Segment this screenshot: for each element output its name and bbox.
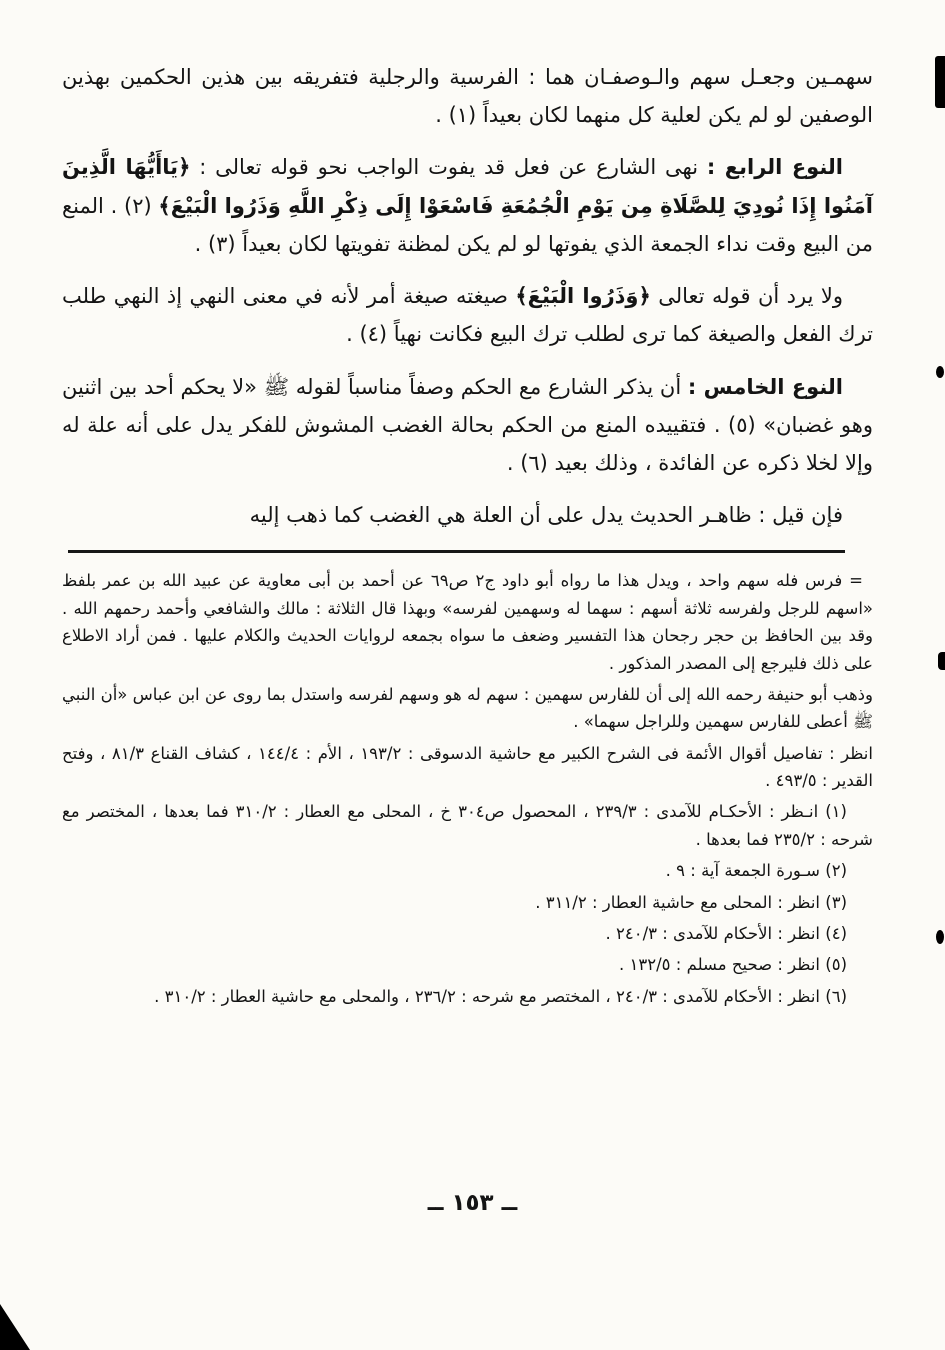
quran-verse: ﴿وَذَرُوا الْبَيْعَ﴾ [515, 284, 651, 309]
footnote-item: (٥) انظر : صحيح مسلم : ١٣٢/٥ . [619, 955, 847, 975]
footnote-separator [68, 550, 845, 553]
section-heading: النوع الخامس : [687, 374, 843, 399]
body-paragraph [62, 277, 873, 353]
footnote-item: (٦) انظر : الأحكام للآمدى : ٢٤٠/٣ ، المختصر مع شرحه : ٢٣٦/٢ ، والمحلى مع حاشية العطار : ٣١٠/٢ . [154, 986, 847, 1006]
scan-artifact-right-mark-2 [938, 652, 945, 670]
footnote-item: (١) انـظر : الأحكـام للآمدى : ٢٣٩/٣ ، المحصول ص٣٠٤ خ ، المحلى مع العطار : ٣١٠/٢ فما بعدها ، المختصر مع شرحه : ٢٣٥/٢ فما بعدها . [62, 802, 873, 849]
footnote-continuation: وذهب أبو حنيفة رحمه الله إلى أن للفارس سهمين : سهم له هو وسهم لفرسه واستدل بما روى عن ابن عباس «أن النبي ﷺ أعطى للفارس سهمين وللراجل سهما» . [62, 684, 873, 732]
footnote-item: (٣) انظر : المحلى مع حاشية العطار : ٣١١/٢ . [535, 892, 847, 912]
paragraph-text: صيغته صيغة أمر لأنه في معنى النهي إذ النهي طلب ترك الفعل والصيغة كما ترى لطلب ترك البيع فكانت نهياً (٤) . [62, 284, 873, 347]
body-paragraph: فإن قيل : ظاهـر الحديث يدل على أن العلة هي الغضب كما ذهب إليه [249, 503, 843, 528]
page-number: ــ ١٥٣ ــ [427, 1190, 518, 1216]
quran-verse: ﴿يَاأَيُّهَا الَّذِينَ آمَنُوا إِذَا نُودِيَ لِلصَّلَاةِ مِن يَوْمِ الْجُمُعَةِ فَاسْعَوْا إِلَى ذِكْرِ اللَّهِ وَذَرُوا الْبَيْعَ﴾ [62, 155, 873, 218]
main-text-block [62, 58, 873, 534]
body-paragraph: سهمـين وجعـل سهم والـوصفـان هما : الفرسية والرجلية فتفريقه بين هذين الحكمين بهذين الوصفين لو لم يكن لعلية كل منهما لكان بعيداً (١) . [62, 65, 873, 128]
paragraph-text: أن يذكر الشارع مع الحكم وصفاً مناسباً لقوله ﷺ «لا يحكم أحد بين اثنين وهو غضبان» (٥) . فتقييده المنع من الحكم بحالة الغضب المشوش للفكر يدل على أنه علة له وإلا لخلا ذكره عن الفائدة ، وذلك بعيد (٦) . [62, 374, 873, 475]
footnote-item: (٤) انظر : الأحكام للآمدى : ٢٤٠/٣ . [605, 923, 847, 943]
paragraph-text: ولا يرد أن قوله تعالى [658, 284, 843, 309]
page-content [62, 58, 873, 1014]
scan-artifact-right-mark-3 [936, 930, 944, 944]
scan-artifact-top-right-bar [935, 56, 945, 108]
section-heading: النوع الرابع : [706, 155, 844, 180]
footnote-continuation: انظر : تفاصيل أقوال الأئمة فى الشرح الكبير مع حاشية الدسوقى : ١٩٣/٢ ، الأم : ١٤٤/٤ ، كشاف القناع ٨١/٣ ، وفتح القدير : ٤٩٣/٥ . [62, 743, 873, 791]
scan-artifact-bottom-left-corner [0, 1304, 30, 1350]
paragraph-text: (٢) . المنع من البيع وقت نداء الجمعة الذي يفوتها لو لم يكن لمظنة تفويتها لكان بعيداً (٣) . [62, 193, 873, 256]
body-paragraph [62, 368, 873, 483]
paragraph-text: نهى الشارع عن فعل قد يفوت الواجب نحو قوله تعالى : [199, 155, 699, 180]
footnotes-block [62, 567, 873, 1010]
footnote-item: (٢) سـورة الجمعة آية : ٩ . [665, 861, 847, 881]
scan-artifact-right-mark-1 [936, 366, 944, 378]
footnote-continuation: = فرس فله سهم واحد ، ويدل هذا ما رواه أبو داود ج٢ ص٦٩ عن أحمد بن أبى معاوية عن عبيد الله بن عمر بلفظ «اسهم للرجل ولفرسه ثلاثة أسهم : سهما له وسهمين لفرسه» وبهذا قال الثلاثة : مالك والشافعي وأحمد رحمهم الله . وقد بين الحافظ بن حجر رجحان هذا التفسير وضعف ما سواه بجمعه لروايات الحديث والكلام عليها . فمن أراد الاطلاع على ذلك فليرجع إلى المصدر المذكور . [62, 571, 873, 673]
body-paragraph [62, 148, 873, 263]
